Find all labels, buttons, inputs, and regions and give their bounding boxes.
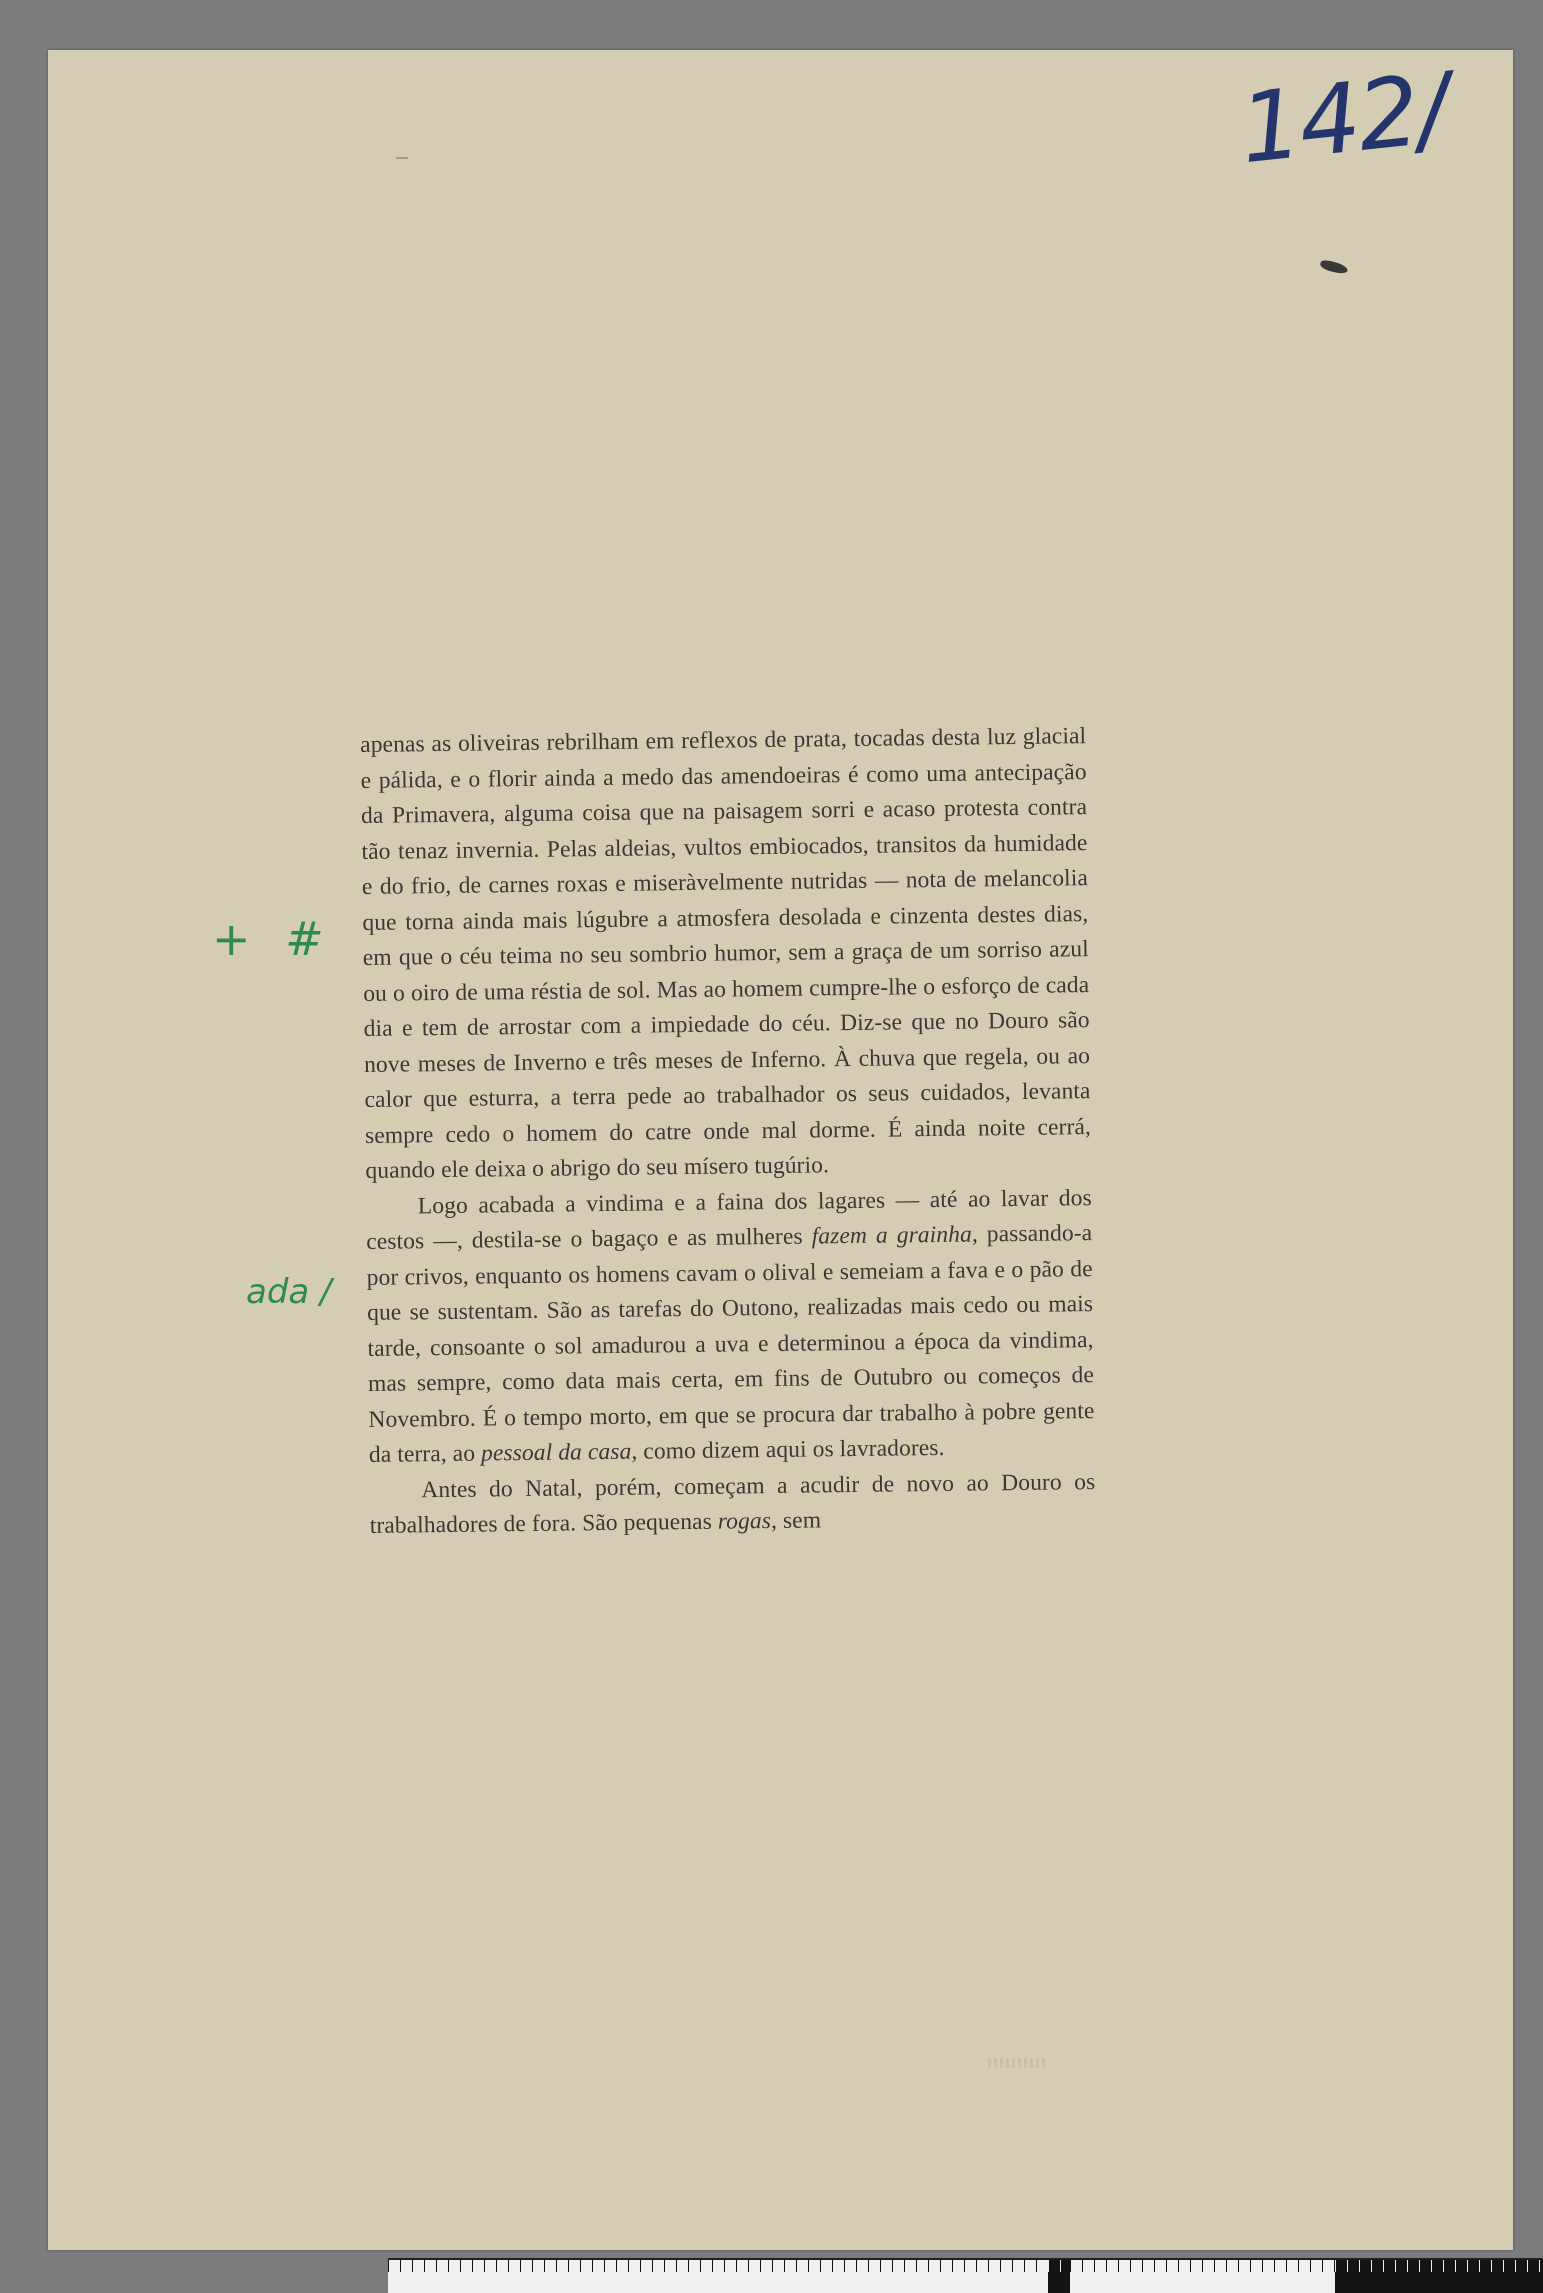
- paragraph-text: , passando-a por crivos, enquanto os homens cavam o olival e semeiam a fava e o pão de que se sustentam. São as tarefas do Outono, realizadas mais cedo ou mais tarde, consoante o sol amadurou a uva e determinou a época da vindima, mas sempre, como data mais certa, em fins de Outubro ou começos de Novembro. É o tempo morto, em que se procura dar trabalho à pobre gente da terra, ao: [366, 1220, 1095, 1468]
- scale-segment-light: [388, 2258, 1048, 2293]
- italic-term: fazem a grainha: [811, 1221, 973, 1250]
- scale-segment-dark: [1335, 2258, 1543, 2293]
- italic-term: rogas: [717, 1508, 772, 1535]
- faint-stamp: [988, 2058, 1048, 2068]
- margin-correction-note: + #: [212, 912, 334, 966]
- scale-segment-light: [1070, 2258, 1335, 2293]
- paragraph: apenas as oliveiras rebrilham em reflexos de prata, tocadas desta luz glacial e pálida, e o florir ainda a medo das amendoeiras é como uma antecipação da Primavera, alguma coisa que na paisagem sorri e acaso protesta contra tão tenaz invernia. Pelas aldeias, vultos embiocados, transitos da humidade e do frio, de carnes roxas e miseràvelmente nutridas — nota de melancolia que torna ainda mais lúgubre a atmosfera desolada e cinzenta destes dias, em que o céu teima no seu sombrio humor, sem a graça de um sorriso azul ou o oiro de uma réstia de sol. Mas ao homem cumpre-lhe o esforço de cada dia e tem de arrostar com a impiedade do céu. Diz-se que no Douro são nove meses de Inverno e três meses de Inferno. À chuva que regela, ou ao calor que esturra, a terra pede ao trabalhador os seus cuidados, levanta sempre cedo o homem do catre onde mal dorme. É ainda noite cerrá, quando ele deixa o abrigo do seu mísero tugúrio.: [360, 723, 1092, 1184]
- paragraph-text: , como dizem aqui os lavradores.: [631, 1434, 945, 1465]
- page-number: 142/: [1234, 52, 1454, 186]
- paragraph-text: Antes do Natal, porém, começam a acudir de novo ao Douro os trabalhadores de fora. São pequenas: [369, 1468, 1096, 1539]
- italic-term: pessoal da casa: [480, 1438, 632, 1467]
- color-scale-bar: [388, 2258, 1543, 2293]
- paragraph: [369, 1465, 1096, 1545]
- body-text: [360, 719, 1096, 1544]
- paragraph: [366, 1181, 1095, 1474]
- scale-segment-dark: [1048, 2258, 1070, 2293]
- margin-correction-note: ada /: [246, 1272, 332, 1312]
- paragraph-text: Logo acabada a vindima e a faina dos lagares — até ao lavar dos cestos —, destila-se o bagaço e as mulheres: [366, 1184, 1092, 1255]
- paragraph-text: , sem: [770, 1507, 822, 1535]
- pencil-mark: [396, 157, 408, 159]
